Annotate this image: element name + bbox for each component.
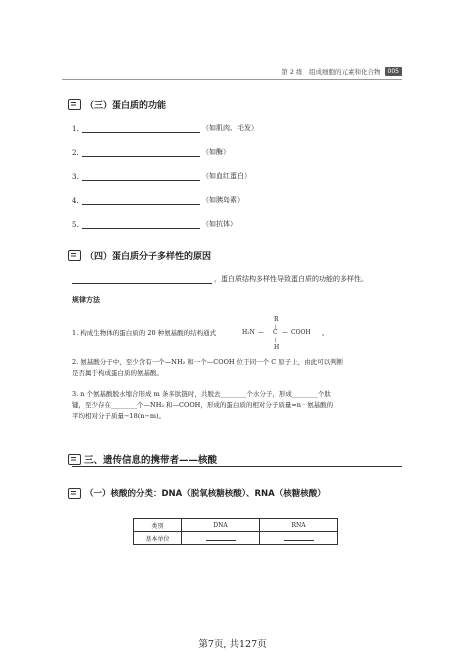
section-rule <box>72 466 402 467</box>
page-footer: 第7页, 共127页 <box>198 639 267 650</box>
nucleic-classification-title: （一）核酸的分类：DNA（脱氧核糖核酸）、RNA（核糖核酸） <box>85 489 326 499</box>
page-number-badge: 005 <box>385 67 402 76</box>
function-item-3: 3. （如血红蛋白） <box>72 172 251 181</box>
law-paragraph-1-end: 。 <box>322 329 329 337</box>
header-text: 第 2 练 组成细胞的元素和化合物 <box>281 67 381 76</box>
law-paragraph-3: 3. n 个氨基酸脱水缩合形成 m 条多肽链时，共脱去________个水分子，形成________个肽 键，至少存在________个—NH₂ 和—COOH，形成的蛋白质的相对分子质量=n · 氨基酸的 平均相对分子质量−18(n−m)。 <box>72 390 334 420</box>
book-icon <box>68 99 81 110</box>
table-header-cell: 类别 <box>134 519 182 532</box>
law-title: 规律方法 <box>72 295 100 304</box>
law-paragraph-2: 2. 氨基酸分子中，至少含有一个—NH₂ 和一个—COOH 位于同一个 C 原子上，由此可以判断 是否属于构成蛋白质的氨基酸。 <box>72 358 344 377</box>
function-item-5: 5. （如抗体） <box>72 220 237 229</box>
amino-acid-structure-formula: R | H₂N — C — COOH | H <box>242 316 311 351</box>
table-header-cell: DNA <box>182 519 260 532</box>
book-icon <box>68 454 81 465</box>
diversity-sentence: ，蛋白质结构多样性导致蛋白质的功能的多样性。 <box>72 274 368 284</box>
answer-blank[interactable] <box>206 534 236 541</box>
table-answer-cell[interactable] <box>260 532 338 545</box>
section-diversity-heading <box>68 249 211 262</box>
function-item-1: 1. （如肌肉、毛发） <box>72 124 258 133</box>
table-answer-cell[interactable] <box>182 532 260 545</box>
book-icon <box>68 488 81 499</box>
function-item-2: 2. （如酶） <box>72 148 230 157</box>
section-functions-heading <box>68 98 166 111</box>
answer-blank[interactable] <box>82 196 200 205</box>
answer-blank[interactable] <box>82 220 200 229</box>
answer-blank[interactable] <box>82 148 200 157</box>
table-row <box>134 532 338 545</box>
book-icon <box>68 250 81 261</box>
section-nucleic-title: 三、遗传信息的携带者——核酸 <box>84 455 218 466</box>
page-header <box>262 65 402 77</box>
answer-blank[interactable] <box>82 172 200 181</box>
table-row <box>134 519 338 532</box>
header-rule <box>62 79 402 80</box>
answer-blank[interactable] <box>72 275 212 284</box>
nucleic-acid-table <box>133 518 338 545</box>
answer-blank[interactable] <box>284 534 314 541</box>
answer-blank[interactable] <box>82 124 200 133</box>
function-item-4: 4. （如胰岛素） <box>72 196 244 205</box>
table-header-cell: RNA <box>260 519 338 532</box>
section-functions-title: （三）蛋白质的功能 <box>85 101 167 111</box>
section-nucleic-heading <box>68 452 217 466</box>
law-paragraph-1: 1. 构成生物体的蛋白质的 20 种氨基酸的结构通式 <box>72 329 217 337</box>
section-diversity-title: （四）蛋白质分子多样性的原因 <box>85 252 212 262</box>
nucleic-classification-heading <box>68 487 326 499</box>
table-row-label: 基本单位 <box>134 532 182 545</box>
